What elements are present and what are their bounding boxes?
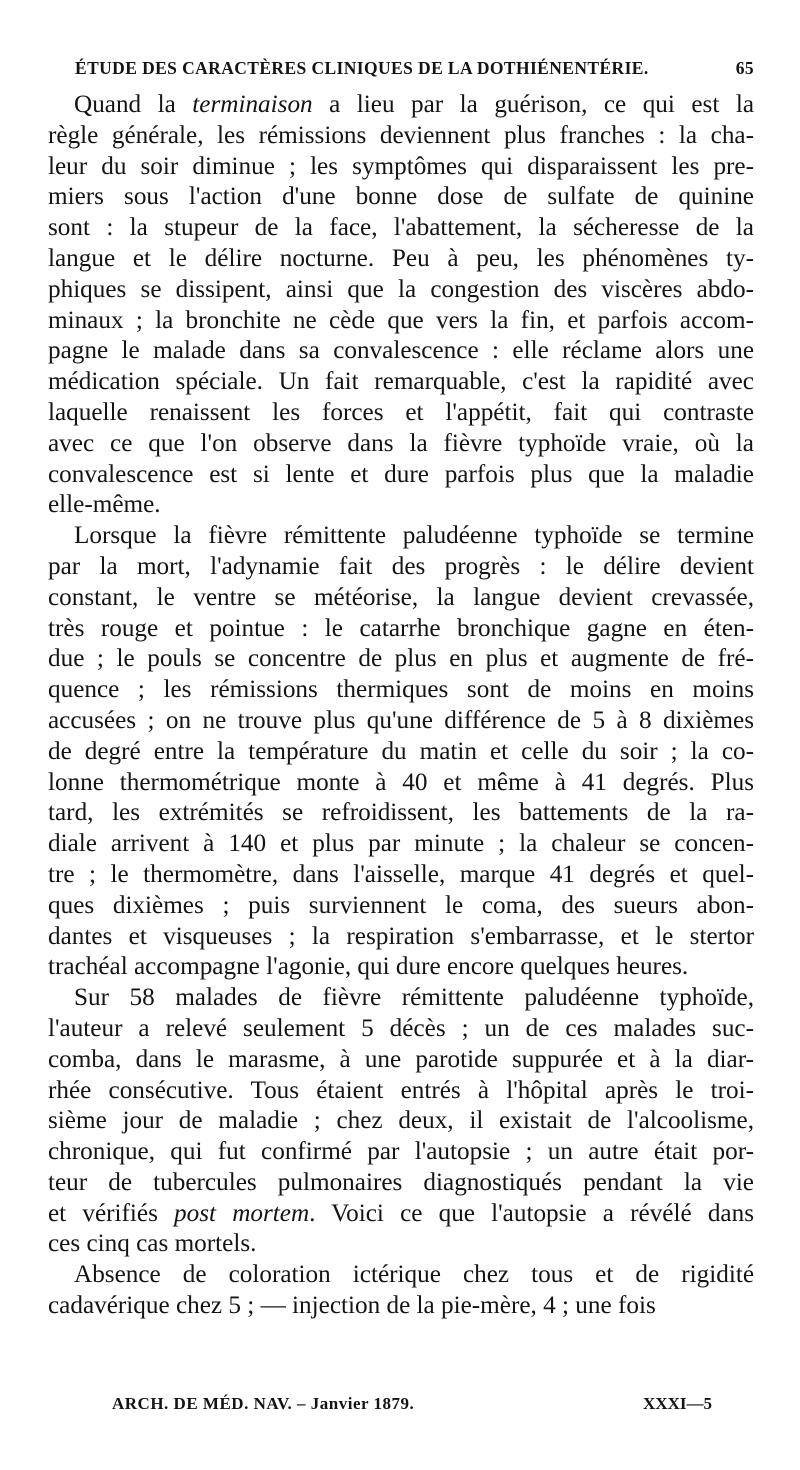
- text-line: par la mort, l'adynamie fait des progrès : le délire devient: [48, 552, 754, 580]
- text-line: Quand la terminaison a lieu par la guérison, ce qui est la: [74, 91, 754, 118]
- text-line: leur du soir diminue ; les symptômes qui disparaissent les pre-: [48, 152, 754, 180]
- paragraph: [48, 1260, 754, 1322]
- text-line: sont : la stupeur de la face, l'abattement, la sécheresse de la: [48, 214, 754, 242]
- text-line: de degré entre la température du matin et celle du soir ; la co-: [48, 737, 754, 765]
- paragraph: [48, 521, 754, 983]
- text-line: Sur 58 malades de fièvre rémittente paludéenne typhoïde,: [74, 984, 754, 1012]
- text-line: Lorsque la fièvre rémittente paludéenne typhoïde se termine: [74, 522, 754, 550]
- running-header: [75, 58, 760, 79]
- text-line: ces cinq cas mortels.: [48, 1230, 257, 1258]
- signature-mark: XXXI—5: [643, 1394, 712, 1413]
- text-line: convalescence est si lente et dure parfois plus que la maladie: [48, 460, 754, 488]
- text-line: ques dixièmes ; puis surviennent le coma, des sueurs abon-: [48, 891, 754, 919]
- text-line: langue et le délire nocturne. Peu à peu, les phénomènes ty-: [48, 244, 754, 272]
- running-title: ÉTUDE DES CARACTÈRES CLINIQUES DE LA DOTHIÉNENTÉRIE.: [75, 58, 649, 78]
- text-line: l'auteur a relevé seulement 5 décès ; un de ces malades suc-: [48, 1014, 754, 1042]
- text-line: médication spéciale. Un fait remarquable, c'est la rapidité avec: [48, 368, 754, 396]
- text-line: et vérifiés post mortem. Voici ce que l'autopsie a révélé dans: [48, 1199, 754, 1227]
- text-line: règle générale, les rémissions deviennent plus franches : la cha-: [48, 121, 754, 149]
- text-line: rhée consécutive. Tous étaient entrés à l'hôpital après le troi-: [48, 1076, 754, 1104]
- text-line: avec ce que l'on observe dans la fièvre typhoïde vraie, où la: [48, 429, 754, 457]
- paragraph: [48, 90, 754, 521]
- text-line: lonne thermométrique monte à 40 et même à 41 degrés. Plus: [48, 768, 754, 796]
- text-line: teur de tubercules pulmonaires diagnostiqués pendant la vie: [48, 1168, 754, 1196]
- text-line: pagne le malade dans sa convalescence : elle réclame alors une: [48, 337, 754, 365]
- text-line: tard, les extrémités se refroidissent, les battements de la ra-: [48, 799, 754, 827]
- text-line: très rouge et pointue : le catarrhe bronchique gagne en éten-: [48, 614, 754, 642]
- text-line: phiques se dissipent, ainsi que la congestion des viscères abdo-: [48, 275, 754, 303]
- paragraph: [48, 983, 754, 1260]
- journal-reference: ARCH. DE MÉD. NAV. – Janvier 1879.: [112, 1394, 415, 1413]
- text-line: cadavérique chez 5 ; — injection de la pie-mère, 4 ; une fois: [48, 1292, 656, 1320]
- text-line: due ; le pouls se concentre de plus en plus et augmente de fré-: [48, 645, 754, 673]
- text-line: accusées ; on ne trouve plus qu'une différence de 5 à 8 dixièmes: [48, 706, 754, 734]
- text-line: tre ; le thermomètre, dans l'aisselle, marque 41 degrés et quel-: [48, 860, 754, 888]
- body-text: [48, 90, 754, 1322]
- text-line: elle-même.: [48, 491, 161, 519]
- page-number: 65: [735, 58, 754, 78]
- text-line: Absence de coloration ictérique chez tous et de rigidité: [74, 1261, 754, 1289]
- text-line: minaux ; la bronchite ne cède que vers la fin, et parfois accom-: [48, 306, 754, 334]
- text-line: chronique, qui fut confirmé par l'autopsie ; un autre était por-: [48, 1138, 754, 1166]
- text-line: trachéal accompagne l'agonie, qui dure encore quelques heures.: [48, 953, 689, 981]
- text-line: quence ; les rémissions thermiques sont de moins en moins: [48, 676, 754, 704]
- text-line: sième jour de maladie ; chez deux, il existait de l'alcoolisme,: [48, 1107, 754, 1135]
- text-line: diale arrivent à 140 et plus par minute ; la chaleur se concen-: [48, 830, 754, 858]
- page-footer: [112, 1394, 712, 1414]
- text-line: constant, le ventre se météorise, la langue devient crevassée,: [48, 583, 754, 611]
- text-line: dantes et visqueuses ; la respiration s'embarrasse, et le stertor: [48, 922, 754, 950]
- text-line: miers sous l'action d'une bonne dose de sulfate de quinine: [48, 183, 754, 211]
- text-line: comba, dans le marasme, à une parotide suppurée et à la diar-: [48, 1045, 754, 1073]
- text-line: laquelle renaissent les forces et l'appétit, fait qui contraste: [48, 398, 754, 426]
